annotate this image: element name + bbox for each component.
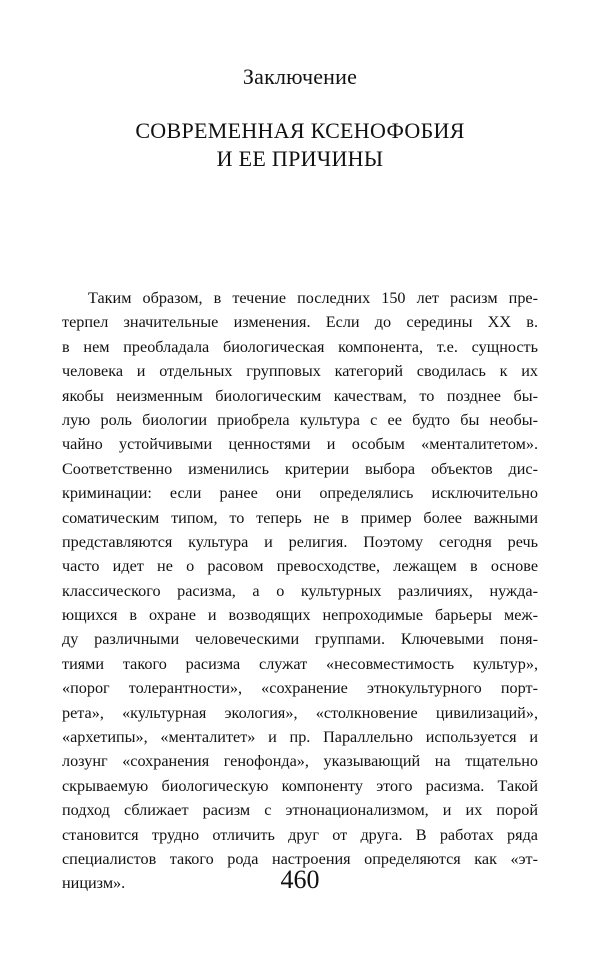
text-line: рета», «культурная экология», «столкновение цивилизаций», [62, 703, 538, 722]
text-line: якобы неизменным биологическим качествам, то позднее бы- [62, 386, 538, 405]
section-label: Заключение [242, 64, 358, 89]
text-line: человека и отдельных групповых категорий сводилась к их [62, 362, 538, 381]
text-line: скрываемую биологическую компоненту этого расизма. Такой [62, 776, 538, 795]
text-line: тиями такого расизма служат «несовместимость культур», [62, 654, 538, 673]
page-number: 460 [280, 865, 320, 894]
text-line: соматическим типом, то теперь не в пример более важными [62, 508, 538, 527]
chapter-title-line: И ЕЕ ПРИЧИНЫ [216, 146, 384, 171]
text-line: криминации: если ранее они определялись исключительно [62, 484, 538, 503]
text-line: терпел значительные изменения. Если до середины XX в. [62, 313, 538, 332]
text-line: представляются культура и религия. Поэтому сегодня речь [62, 532, 538, 551]
chapter-title [0, 117, 600, 173]
text-line: в нем преобладала биологическая компонента, т.е. сущность [62, 337, 538, 356]
chapter-title-line: СОВРЕМЕННАЯ КСЕНОФОБИЯ [135, 118, 465, 143]
text-line: чайно устойчивыми ценностями и особым «менталитетом». [62, 435, 538, 454]
body-paragraph [62, 286, 538, 896]
text-line: подход сближает расизм с этнонационализмом, и их порой [62, 801, 538, 820]
text-line: Таким образом, в течение последних 150 лет расизм пре- [88, 289, 538, 307]
text-line: классического расизма, а о культурных различиях, нужда- [62, 581, 538, 600]
text-line: становится трудно отличить друг от друга. В работах ряда [62, 825, 538, 844]
text-line: специалистов такого рода настроения определяются как «эт- [62, 849, 538, 868]
text-line: ницизм». [62, 874, 126, 893]
text-line: Соответственно изменились критерии выбора объектов дис- [62, 459, 538, 478]
text-line: лую роль биологии приобрела культура с ее будто бы необы- [62, 410, 538, 429]
text-line: «архетипы», «менталитет» и пр. Параллельно используется и [62, 728, 538, 747]
text-line: ющихся в охране и возводящих непроходимые барьеры меж- [62, 606, 538, 625]
text-line: ду различными человеческими группами. Ключевыми поня- [62, 630, 538, 649]
text-line: часто идет не о расовом превосходстве, лежащем в основе [62, 557, 538, 576]
text-line: лозунг «сохранения генофонда», указывающий на тщательно [62, 752, 538, 771]
text-line: «порог толерантности», «сохранение этнокультурного порт- [62, 679, 538, 698]
